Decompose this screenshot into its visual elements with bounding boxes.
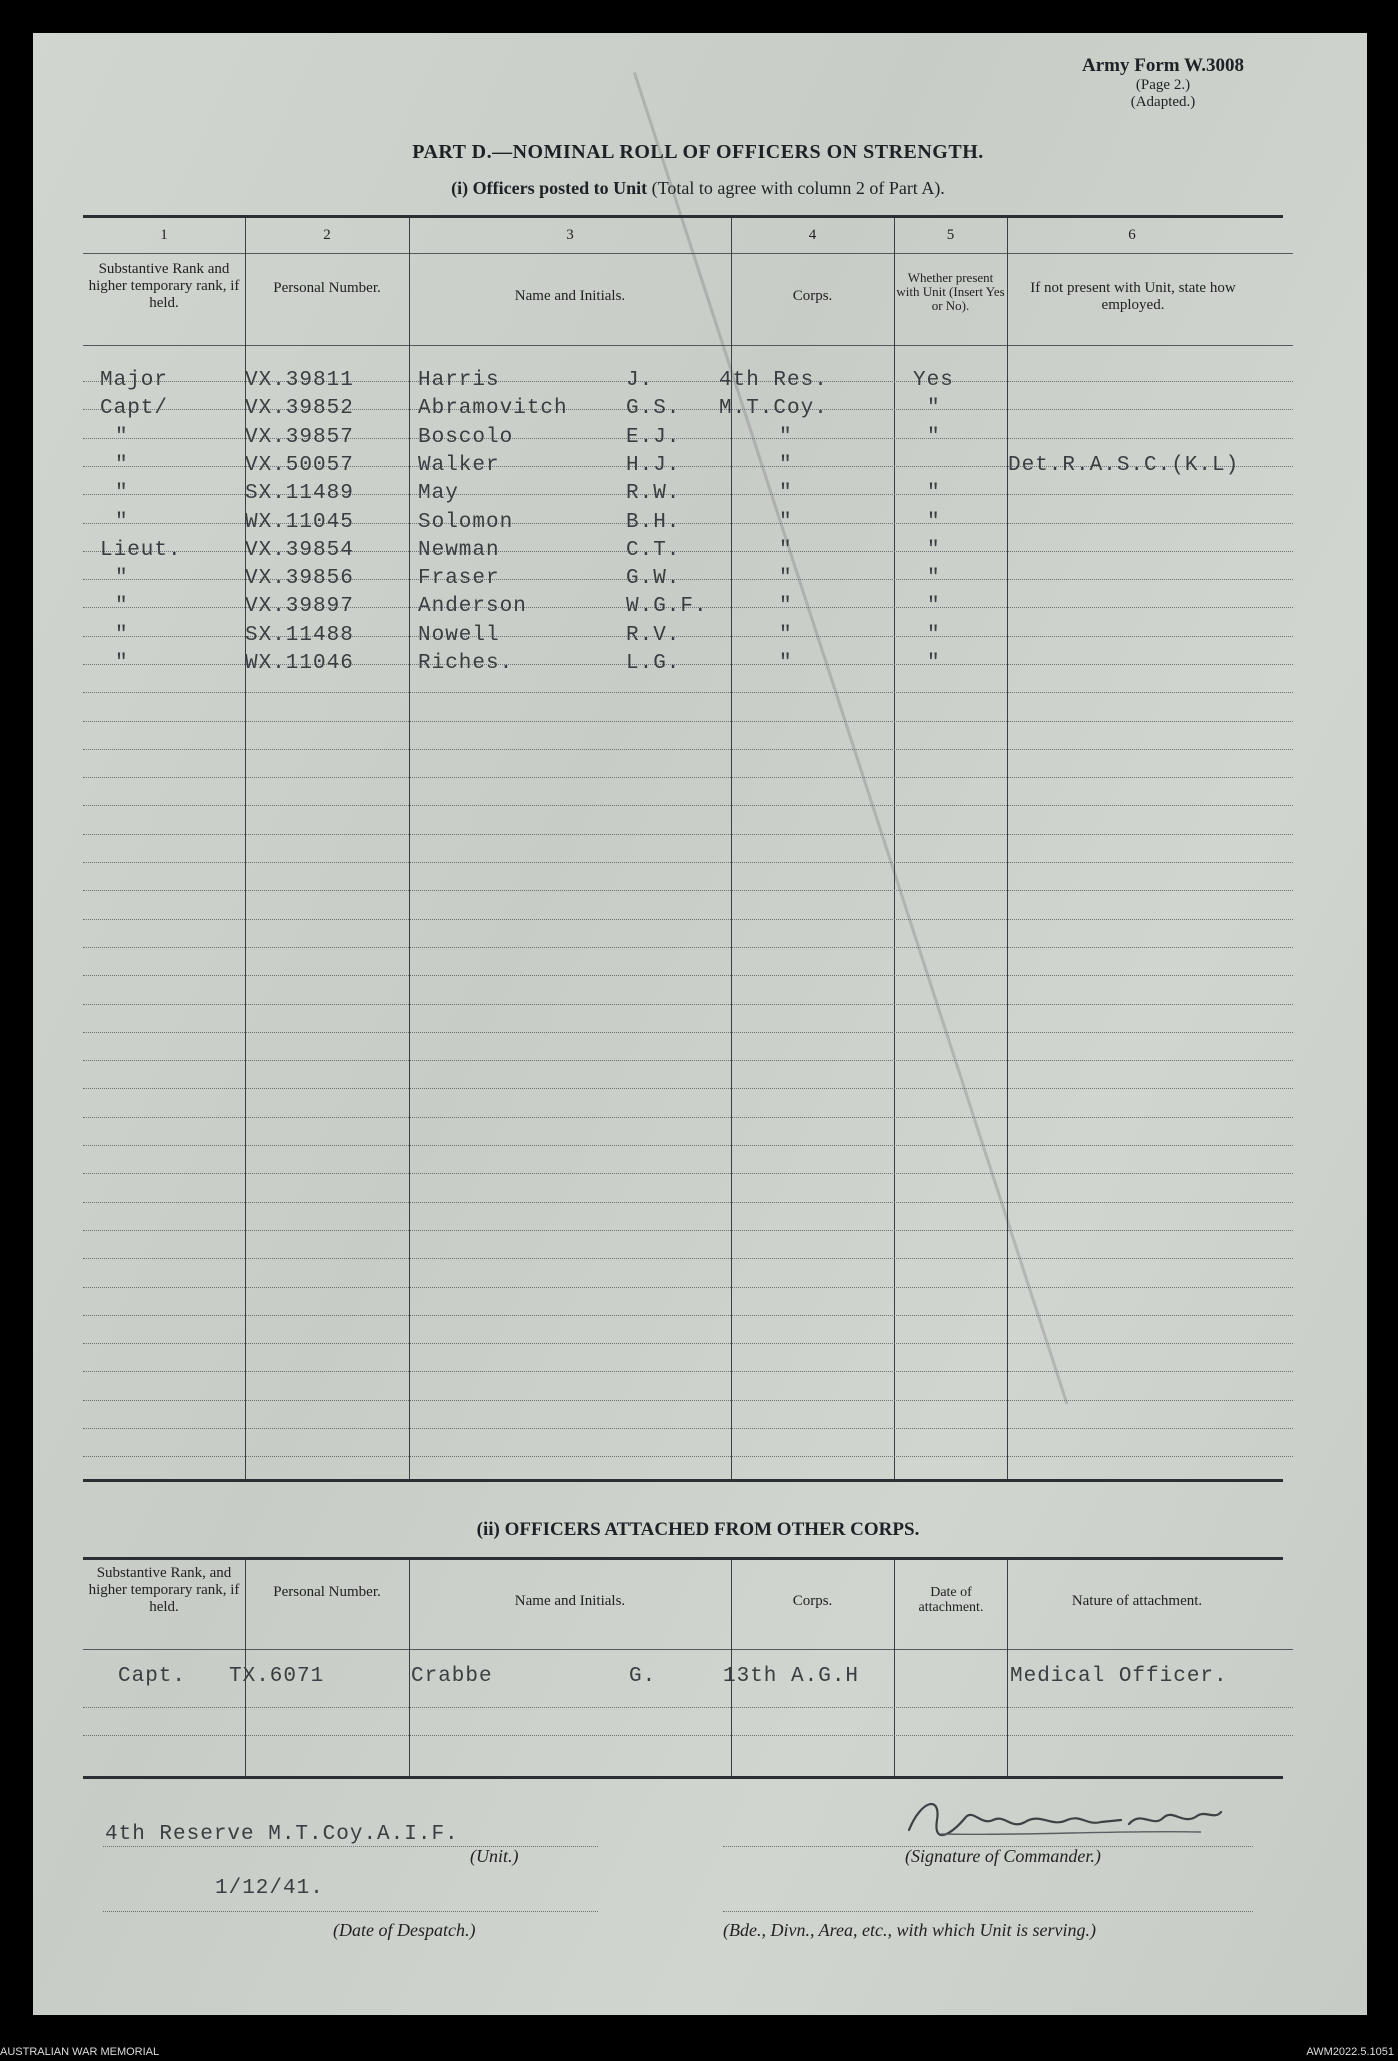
- part-ii-top-rule: [83, 1557, 1283, 1560]
- officer-initials: C.T.: [626, 539, 681, 562]
- officer-number: WX.11045: [245, 511, 354, 534]
- ruled-line: [83, 1258, 1293, 1259]
- officer-present: ": [927, 624, 941, 647]
- officer-corps: ": [779, 482, 793, 505]
- officer-name: Anderson: [418, 595, 527, 618]
- part-ii-header-nature: Nature of attachment.: [1071, 1593, 1203, 1609]
- column-number-6: 6: [1128, 227, 1136, 243]
- officer-name: Fraser: [418, 567, 500, 590]
- officer-name: Harris: [418, 369, 500, 392]
- ruled-line: [83, 1371, 1293, 1372]
- part-d-subtitle: [33, 178, 1363, 199]
- part-ii-header-name: Name and Initials.: [514, 1593, 626, 1609]
- officer-corps: ": [779, 454, 793, 477]
- attached-nature: Medical Officer.: [1010, 1665, 1228, 1688]
- ruled-line: [83, 1230, 1293, 1231]
- ruled-line: [83, 1117, 1293, 1118]
- officer-corps: ": [779, 511, 793, 534]
- officer-name: Abramovitch: [418, 397, 568, 420]
- officer-number: VX.50057: [245, 454, 354, 477]
- officer-rank: Capt/: [100, 397, 169, 420]
- part-ii-header-date: Date of attachment.: [918, 1585, 984, 1615]
- officer-rank: ": [115, 624, 129, 647]
- document-page: [33, 33, 1367, 2015]
- ruled-line: [83, 1428, 1293, 1429]
- officer-rank: ": [115, 511, 129, 534]
- table-bottom-rule: [83, 1479, 1283, 1482]
- column-number-5: 5: [946, 227, 955, 243]
- unit-label: (Unit.): [470, 1846, 519, 1866]
- officer-name: Solomon: [418, 511, 514, 534]
- ruled-line: [83, 919, 1293, 920]
- officer-initials: G.W.: [626, 567, 681, 590]
- officer-present: ": [927, 652, 941, 675]
- officer-present: ": [927, 397, 941, 420]
- header-rank: Substantive Rank and higher temporary rank, if held.: [88, 261, 240, 311]
- despatch-date-value: 1/12/41.: [215, 1877, 324, 1900]
- officer-present: ": [927, 511, 941, 534]
- officer-number: VX.39852: [245, 397, 354, 420]
- ruled-line: [83, 721, 1293, 722]
- officer-corps: ": [779, 652, 793, 675]
- date-label: (Date of Despatch.): [333, 1920, 476, 1940]
- ruled-line: [83, 862, 1293, 863]
- unit-line: [103, 1846, 598, 1847]
- ruled-line: [83, 947, 1293, 948]
- ruled-line: [83, 1202, 1293, 1203]
- header-bottom-rule: [83, 345, 1293, 346]
- header-present: Whether present with Unit (Insert Yes or No).: [896, 270, 1005, 313]
- ruled-line: [83, 1145, 1293, 1146]
- attached-name: Crabbe: [411, 1665, 493, 1688]
- ruled-line: [83, 749, 1293, 750]
- column-number-2: 2: [323, 227, 331, 243]
- officer-initials: E.J.: [626, 426, 681, 449]
- commander-signature: [901, 1790, 1231, 1846]
- ruled-line: [83, 805, 1293, 806]
- officer-present: ": [927, 426, 941, 449]
- officer-corps: M.T.Coy.: [719, 397, 828, 420]
- officer-name: May: [418, 482, 459, 505]
- part-ii-bottom-rule: [83, 1776, 1283, 1779]
- ruled-line: [83, 1287, 1293, 1288]
- attached-initials: G.: [629, 1665, 657, 1688]
- officer-corps: ": [779, 426, 793, 449]
- part-ii-header-corps: Corps.: [792, 1593, 833, 1609]
- officer-name: Riches.: [418, 652, 514, 675]
- archive-caption-left: AUSTRALIAN WAR MEMORIAL: [0, 2046, 160, 2058]
- attached-number: TX.6071: [229, 1665, 325, 1688]
- officer-number: WX.11046: [245, 652, 354, 675]
- officer-present: Yes: [913, 369, 954, 392]
- bde-line: [723, 1911, 1253, 1912]
- officer-present: ": [927, 595, 941, 618]
- part-ii-header-rule: [83, 1649, 1293, 1650]
- ruled-line: [83, 1400, 1293, 1401]
- officer-name: Walker: [418, 454, 500, 477]
- officer-present: ": [927, 539, 941, 562]
- part-d-subtitle-rest: (Total to agree with column 2 of Part A).: [647, 178, 945, 198]
- part-ii-ruled-line: [83, 1707, 1293, 1708]
- officer-corps: ": [779, 624, 793, 647]
- column-number-1: 1: [160, 227, 168, 243]
- bde-label: (Bde., Divn., Area, etc., with which Unit is serving.): [723, 1920, 1096, 1940]
- form-adapted: (Adapted.): [1130, 94, 1196, 110]
- officer-initials: J.: [626, 369, 654, 392]
- ruled-line: [83, 1004, 1293, 1005]
- form-page: (Page 2.): [1135, 77, 1191, 93]
- officer-initials: R.V.: [626, 624, 681, 647]
- officer-initials: G.S.: [626, 397, 681, 420]
- officer-rank: ": [115, 426, 129, 449]
- officer-number: VX.39857: [245, 426, 354, 449]
- officer-present: ": [927, 567, 941, 590]
- ruled-line: [83, 1315, 1293, 1316]
- attached-corps: 13th A.G.H: [723, 1665, 860, 1688]
- header-name: Name and Initials.: [514, 288, 626, 304]
- officer-name: Boscolo: [418, 426, 514, 449]
- officer-number: VX.39811: [245, 369, 354, 392]
- col-divider-5: [1007, 218, 1008, 1479]
- officer-rank: ": [115, 652, 129, 675]
- officer-number: VX.39897: [245, 595, 354, 618]
- officer-name: Nowell: [418, 624, 500, 647]
- officer-number: VX.39856: [245, 567, 354, 590]
- ruled-line: [83, 777, 1293, 778]
- ruled-line: [83, 975, 1293, 976]
- col-divider-2: [409, 218, 410, 1479]
- officer-corps: 4th Res.: [719, 369, 828, 392]
- officer-rank: ": [115, 482, 129, 505]
- column-number-4: 4: [808, 227, 817, 243]
- part-ii-title: (ii) OFFICERS ATTACHED FROM OTHER CORPS.: [476, 1519, 920, 1540]
- column-number-rule: [83, 253, 1293, 254]
- ruled-line: [83, 890, 1293, 891]
- part-ii-ruled-line: [83, 1735, 1293, 1736]
- header-personal-number: Personal Number.: [273, 280, 381, 296]
- ruled-line: [83, 692, 1293, 693]
- table-top-rule: [83, 215, 1283, 218]
- officer-present: ": [927, 482, 941, 505]
- ruled-line: [83, 1343, 1293, 1344]
- officer-rank: ": [115, 595, 129, 618]
- header-corps: Corps.: [792, 288, 833, 304]
- officer-corps: ": [779, 595, 793, 618]
- part-ii-header-rank: Substantive Rank, and higher temporary rank, if held.: [88, 1565, 240, 1615]
- officer-initials: R.W.: [626, 482, 681, 505]
- unit-value: 4th Reserve M.T.Coy.A.I.F.: [105, 1823, 459, 1846]
- ruled-line: [83, 1060, 1293, 1061]
- officer-initials: B.H.: [626, 511, 681, 534]
- part-ii-divider-4: [894, 1560, 895, 1776]
- ruled-line: [83, 1088, 1293, 1089]
- officer-initials: L.G.: [626, 652, 681, 675]
- part-ii-header-number: Personal Number.: [273, 1584, 381, 1600]
- officer-initials: H.J.: [626, 454, 681, 477]
- officer-number: SX.11488: [245, 624, 354, 647]
- officer-initials: W.G.F.: [626, 595, 708, 618]
- officer-rank: ": [115, 567, 129, 590]
- date-line: [103, 1911, 598, 1912]
- form-id: Army Form W.3008: [1081, 55, 1244, 76]
- officer-rank: Lieut.: [100, 539, 182, 562]
- officer-employed: Det.R.A.S.C.(K.L): [1008, 454, 1240, 477]
- part-d-subtitle-bold: (i) Officers posted to Unit: [451, 178, 648, 198]
- officer-rank: Major: [100, 369, 169, 392]
- signature-label: (Signature of Commander.): [905, 1846, 1101, 1866]
- column-number-3: 3: [566, 227, 574, 243]
- part-d-title: PART D.—NOMINAL ROLL OF OFFICERS ON STRENGTH.: [412, 141, 984, 163]
- officer-number: VX.39854: [245, 539, 354, 562]
- ruled-line: [83, 1032, 1293, 1033]
- archive-caption-right: AWM2022.5.1051: [1306, 2046, 1394, 2058]
- officer-number: SX.11489: [245, 482, 354, 505]
- header-employed: If not present with Unit, state how employed.: [1030, 280, 1236, 313]
- officer-corps: ": [779, 567, 793, 590]
- attached-rank: Capt.: [118, 1665, 187, 1688]
- officer-corps: ": [779, 539, 793, 562]
- officer-rank: ": [115, 454, 129, 477]
- ruled-line: [83, 1456, 1293, 1457]
- ruled-line: [83, 1173, 1293, 1174]
- ruled-line: [83, 834, 1293, 835]
- officer-name: Newman: [418, 539, 500, 562]
- col-divider-4: [894, 218, 895, 1479]
